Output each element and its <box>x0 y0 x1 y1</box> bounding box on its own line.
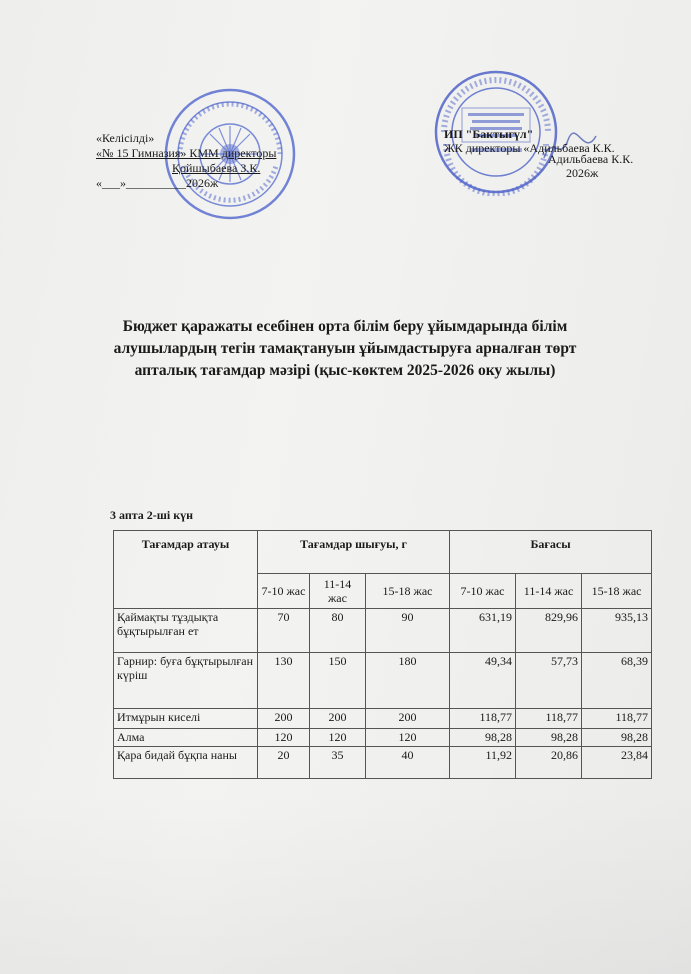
age-group-cell: 11-14 жас <box>516 573 582 608</box>
age-group-cell: 15-18 жас <box>366 573 450 608</box>
yield-cell: 120 <box>310 729 366 747</box>
table-row <box>114 729 652 747</box>
dish-name-cell: Гарнир: буға бұқтырылған күріш <box>114 653 258 709</box>
price-cell: 98,28 <box>450 729 516 747</box>
table-header-row <box>114 531 652 574</box>
table-row <box>114 653 652 709</box>
header-price: Бағасы <box>450 531 652 574</box>
dish-name-cell: Қара бидай бұқпа наны <box>114 747 258 779</box>
price-cell: 935,13 <box>582 609 652 653</box>
dish-name-cell: Итмұрын киселі <box>114 709 258 729</box>
yield-cell: 70 <box>258 609 310 653</box>
yield-cell: 180 <box>366 653 450 709</box>
yield-cell: 200 <box>258 709 310 729</box>
price-cell: 829,96 <box>516 609 582 653</box>
price-cell: 98,28 <box>516 729 582 747</box>
price-cell: 23,84 <box>582 747 652 779</box>
age-group-cell: 7-10 жас <box>450 573 516 608</box>
header-dish-name: Тағамдар атауы <box>114 531 258 609</box>
date-line-left: «___»__________2026ж <box>96 176 219 190</box>
dish-name-cell: Қаймақты тұздықта бұқтырылған ет <box>114 609 258 653</box>
yield-cell: 150 <box>310 653 366 709</box>
company-director-line: ЖК директоры «Адильбаева К.К. <box>444 141 615 155</box>
table-row <box>114 747 652 779</box>
approval-label: «Келісілді» <box>96 131 155 145</box>
price-cell: 68,39 <box>582 653 652 709</box>
company-name: ИП "Бактыгүл" <box>444 127 534 141</box>
date-line-right: 2026ж <box>566 166 599 180</box>
director-name-right: Адильбаева К.К. <box>548 152 634 166</box>
price-cell: 49,34 <box>450 653 516 709</box>
table-row <box>114 709 652 729</box>
price-cell: 98,28 <box>582 729 652 747</box>
yield-cell: 200 <box>366 709 450 729</box>
yield-cell: 35 <box>310 747 366 779</box>
table-row <box>114 609 652 653</box>
age-group-cell: 11-14 жас <box>310 573 366 608</box>
menu-table <box>113 530 652 779</box>
yield-cell: 120 <box>366 729 450 747</box>
director-name-left: Қойшыбаева З.К. <box>172 161 261 175</box>
price-cell: 118,77 <box>450 709 516 729</box>
price-cell: 11,92 <box>450 747 516 779</box>
dish-name-cell: Алма <box>114 729 258 747</box>
price-cell: 118,77 <box>582 709 652 729</box>
age-group-cell: 7-10 жас <box>258 573 310 608</box>
yield-cell: 40 <box>366 747 450 779</box>
yield-cell: 20 <box>258 747 310 779</box>
price-cell: 57,73 <box>516 653 582 709</box>
school-director-line: «№ 15 Гимназия» КММ директоры <box>96 146 277 160</box>
yield-cell: 200 <box>310 709 366 729</box>
header-yield: Тағамдар шығуы, г <box>258 531 450 574</box>
yield-cell: 130 <box>258 653 310 709</box>
yield-cell: 90 <box>366 609 450 653</box>
price-cell: 20,86 <box>516 747 582 779</box>
yield-cell: 80 <box>310 609 366 653</box>
week-day-label: 3 апта 2-ші күн <box>110 508 194 522</box>
age-group-cell: 15-18 жас <box>582 573 652 608</box>
document-title: Бюджет қаражаты есебінен орта білім беру ұйымдарында білім алушылардың тегін тамақтануын ұйымдастыруға арналған төрт апталық тағамдар мәзірі (қыс-көктем 2025-2026 оку жылы) <box>113 318 577 379</box>
price-cell: 118,77 <box>516 709 582 729</box>
yield-cell: 120 <box>258 729 310 747</box>
page-shadow <box>0 790 691 974</box>
price-cell: 631,19 <box>450 609 516 653</box>
